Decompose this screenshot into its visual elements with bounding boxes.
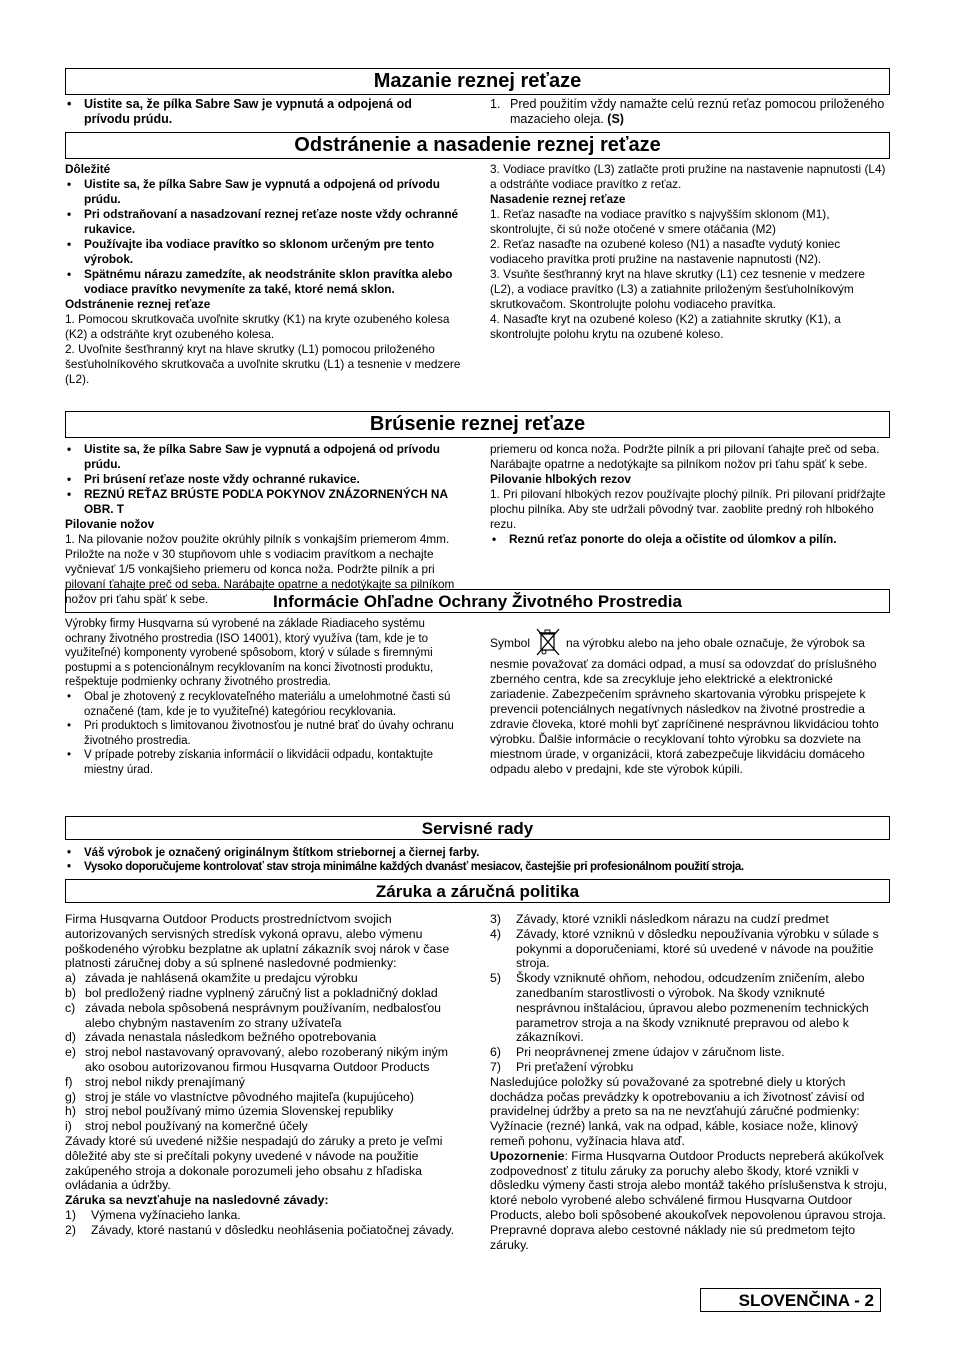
item-marker: i) bbox=[65, 1119, 72, 1134]
item-marker: e) bbox=[65, 1045, 76, 1060]
list-item: • Používajte iba vodiace pravítko so sklonom určeným pre tento výrobok. bbox=[65, 237, 465, 267]
removal-step: 2. Uvoľnite šesťhranný kryt na hlave skrutky (L1) pomocou priloženého šesťuholníkového skrutkovača a uvoľnite skrutku (L1) a tesnenie v medzere (L2). bbox=[65, 342, 461, 386]
subheading-fitting: Nasadenie reznej reťaze bbox=[490, 192, 626, 206]
item-marker: h) bbox=[65, 1104, 76, 1119]
page-footer-language: SLOVENČINA - 2 bbox=[700, 1288, 881, 1312]
fitting-step: 4. Nasaďte kryt na ozubené koleso (K2) a zatiahnite skrutky (K1), a skontrolujte polohu krytu na ozubené koleso. bbox=[490, 312, 841, 341]
item-marker: d) bbox=[65, 1030, 76, 1045]
list-item bbox=[65, 1104, 465, 1119]
knives-step: 1. Na pilovanie nožov použite okrúhly pilník s vonkajším priemerom 4mm. Priložte na nože v 30 stupňovom uhle s vodiacim pravítkom a nechajte vyčnievať 1/5 vonkajšieho priemeru od konca noža. Podržte pilník a pri pilovaní ťahajte preč od seba. Narábajte opatrne a nedotýkajte sa pilníkom nožov pri ťahu späť k sebe. bbox=[65, 532, 455, 606]
item-text: Škody vzniknuté ohňom, nehodou, odcudzením zničením, alebo zanedbaním starostlivosti o výrobok. Na škody vzniknuté nesprávnou inštaláciou, úpravou alebo pozmenením technických parametrov stroja a na škody vzniknuté prepravou od alebo k zákazníkovi. bbox=[516, 971, 869, 1045]
step-text: Pred použitím vždy namažte celú reznú reťaz pomocou priloženého mazacieho oleja. bbox=[510, 97, 885, 126]
item-marker: 4) bbox=[490, 926, 501, 941]
list-item bbox=[65, 1208, 465, 1223]
item-text: závada nenastala následkom bežného opotrebovania bbox=[85, 1030, 377, 1045]
step-number: 1. bbox=[490, 97, 501, 111]
list-item bbox=[65, 1223, 465, 1238]
warranty-right-column bbox=[490, 912, 890, 1252]
item-text: stroj nebol používaný mimo územia Slovenskej republiky bbox=[85, 1104, 394, 1119]
removal-left-column bbox=[65, 162, 465, 387]
list-item: • Uistite sa, že pílka Sabre Saw je vypnutá a odpojená od prívodu prúdu. bbox=[65, 442, 465, 472]
list-item bbox=[65, 1119, 465, 1134]
heading-service-tips: Servisné rady bbox=[65, 816, 890, 840]
weee-paragraph bbox=[490, 627, 890, 777]
list-item bbox=[490, 1045, 890, 1060]
notice-paragraph bbox=[490, 1149, 890, 1253]
service-list bbox=[65, 846, 895, 874]
item-text: bol predložený riadne vyplnený záručný list a pokladničný doklad bbox=[85, 985, 438, 1000]
important-label: Dôležité bbox=[65, 162, 111, 176]
list-item bbox=[65, 971, 465, 986]
list-item: • Uistite sa, že pílka Sabre Saw je vypnutá a odpojená od prívodu prúdu. bbox=[65, 177, 465, 207]
item-marker: 3) bbox=[490, 912, 501, 926]
list-item: • REZNÚ REŤAZ BRÚSTE PODĽA POKYNOV ZNÁZORNENÝCH NA OBR. T bbox=[65, 487, 465, 517]
heading-chain-lubrication: Mazanie reznej reťaze bbox=[65, 68, 890, 95]
fitting-step: 2. Reťaz nasaďte na ozubené koleso (N1) a nasaďte vydutý koniec vodiaceho pravítka proti pružine na nastavenie napnutosti (N2). bbox=[490, 237, 841, 266]
list-item: • Váš výrobok je označený originálnym štítkom striebornej a čiernej farby. bbox=[65, 846, 895, 860]
item-text: stroj je stále vo vlastníctve pôvodného majiteľa (kupujúceho) bbox=[85, 1089, 414, 1104]
warranty-note: Závady ktoré sú uvedené nižšie nespadajú do záruky a preto je veľmi dôležité aby ste si prečítali pokyny uvedené v návode na použitie zakúpeného stroja a dokonale porozumeli jeho obsahu z hľadiska ovládania a údržby. bbox=[65, 1133, 443, 1193]
environment-intro: Výrobky firmy Husqvarna sú vyrobené na základe Riadiaceho systému ochrany životného prostredia (ISO 14001), ktorý využíva (tam, kde je to využiteľné) komponenty vyrobené spôsobom, ktorý v súlade s firemnými postupmi a s potencionálnym recyklovaním na konci životnosti produktu, rešpektuje podmienky ochrany životného prostredia. bbox=[65, 618, 434, 689]
list-item: • Vysoko doporučujeme kontrolovať stav stroja minimálne každých dvanásť mesiacov, častejšie pri profesionálnom použití stroja. bbox=[65, 860, 895, 874]
list-item: • Pri odstraňovaní a nasadzovaní reznej reťaze noste vždy ochranné rukavice. bbox=[65, 207, 465, 237]
subheading-removal: Odstránenie reznej reťaze bbox=[65, 297, 211, 311]
sharpening-left-column bbox=[65, 442, 465, 606]
item-marker: g) bbox=[65, 1089, 76, 1104]
heading-chain-removal-fitting: Odstránenie a nasadenie reznej reťaze bbox=[65, 132, 890, 159]
exclusions-list bbox=[65, 1208, 465, 1238]
list-item: • V prípade potreby získania informácií o likvidácii odpadu, kontaktujte miestny úrad. bbox=[65, 748, 465, 777]
removal-step: 3. Vodiace pravítko (L3) zatlačte proti pružine na nastavenie napnutosti (L4) a odstráňte vodiace pravítko z reťaz. bbox=[490, 162, 886, 191]
item-marker: 1) bbox=[65, 1207, 76, 1222]
list-item bbox=[65, 1030, 465, 1045]
item-marker: a) bbox=[65, 971, 76, 986]
list-item bbox=[65, 986, 465, 1001]
item-marker: c) bbox=[65, 1000, 76, 1015]
exclusions-list-continued bbox=[490, 912, 890, 1075]
sharpening-right-column bbox=[490, 442, 890, 547]
lubrication-right-column bbox=[490, 97, 890, 127]
subheading-depth: Pilovanie hlbokých rezov bbox=[490, 472, 631, 486]
warranty-left-column bbox=[65, 912, 465, 1238]
removal-step: 1. Pomocou skrutkovača uvoľnite skrutky (K1) na kryte ozubeného kolesa (K2) a odstráňte kryt ozubeného kolesa. bbox=[65, 312, 450, 341]
knives-step-continued: priemeru od konca noža. Podržte pilník a pri pilovaní ťahajte preč od seba. Narábajte opatrne a nedotýkajte sa pilníkom nožov pri ťahu späť k sebe. bbox=[490, 442, 880, 471]
item-marker: 2) bbox=[65, 1222, 76, 1237]
item-text: Závady, ktoré vznikli následkom nárazu na cudzí predmet bbox=[516, 912, 829, 926]
list-item bbox=[65, 1001, 465, 1031]
item-marker: f) bbox=[65, 1074, 73, 1089]
removal-right-column bbox=[490, 162, 890, 342]
environment-right-column bbox=[490, 627, 890, 777]
fitting-step: 1. Reťaz nasaďte na vodiace pravítko s najvyšším sklonom (M1), skontrolujte, či sú nože otočené v smere otáčania (M2) bbox=[490, 207, 830, 236]
notice-label: Upozornenie bbox=[490, 1148, 565, 1163]
list-item bbox=[65, 1090, 465, 1105]
item-text: stroj nebol nastavovaný opravovaný, alebo rozoberaný nikým iným ako osobou autorizovanou firmou Husqvarna Outdoor Products bbox=[85, 1045, 448, 1074]
list-item: • Pri brúsení reťaze noste vždy ochranné rukavice. bbox=[65, 472, 465, 487]
crossed-out-wheelie-bin-icon bbox=[535, 627, 561, 657]
list-item bbox=[490, 971, 890, 1045]
weee-text: na výrobku alebo na jeho obale označuje, že výrobok sa nesmie považovať za domáci odpad, a musí sa odovzdať do príslušného zberného centra, kde sa zrecykluje jeho elektrické a elektronické zariadenie. Zabezpečením správneho skartovania výrobku prispejete k prevencii potenciálnych negatívnych následkov na životné prostredie a zdravie človeka, ktoré mohli byť zapríčinené nesprávnou likvidáciou tohto výrobku. Ďalšie informácie o recyklovaní tohto výrobku sa dozviete na miestnom úrade, v organizácii, ktorá zabezpečuje likvidáciu domáceho odpadu alebo v predajni, kde ste výrobok kúpili. bbox=[490, 636, 879, 776]
list-item bbox=[490, 927, 890, 971]
item-text: Pri preťažení výrobku bbox=[516, 1059, 634, 1074]
item-text: Výmena vyžínacieho lanka. bbox=[91, 1207, 241, 1222]
item-text: Pri neoprávnenej zmene údajov v záručnom liste. bbox=[516, 1045, 785, 1060]
ref-code: (S) bbox=[607, 112, 624, 126]
exclusions-heading: Záruka sa nevzťahuje na nasledovné závady: bbox=[65, 1193, 329, 1208]
notice-text: : Firma Husqvarna Outdoor Products nepreberá akúkoľvek zodpovednosť z titulu záruky za poruchy alebo škody, ktoré vznikli v dôsledku výmeny časti stroja alebo montáž takého príslušenstva k stroju, ktoré nebolo vyrobené alebo schválené firmou Husqvarna Outdoor Products, alebo boli spôsobené akoukoľvek nepovolenou úpravou stroja. Prepravné doprava alebo cestovné náklady nie sú predmetom tejto záruky. bbox=[490, 1148, 888, 1252]
wear-parts-text: Nasledujúce položky sú považované za spotrebné diely u ktorých dochádza počas prevádzky k opotrebovaniu a ich životnosť závisí od pravidelnej údržby a preto sa na ne nevzťahujú záručné podmienky: bbox=[490, 1074, 865, 1119]
list-item: • Pri produktoch s limitovanou životnosťou je nutné brať do úvahy ochranu životného prostredia. bbox=[65, 719, 465, 748]
list-item bbox=[490, 912, 890, 927]
list-item bbox=[65, 1045, 465, 1075]
depth-step: 1. Pri pilovaní hlbokých rezov používajte plochý pilník. Pri pilovaní pridŕžajte plochu pilníka. Aby ste udržali pôvodný tvar. zaoblite predný roh hlbokého rezu. bbox=[490, 487, 886, 531]
item-text: závada nebola spôsobená nesprávnym používaním, nedbalosťou alebo chybným nastavením zo strany užívateľa bbox=[85, 1000, 441, 1030]
heading-chain-sharpening: Brúsenie reznej reťaze bbox=[65, 411, 890, 438]
list-item bbox=[65, 1075, 465, 1090]
list-item bbox=[490, 1060, 890, 1075]
item-text: Závady, ktoré vzniknú v dôsledku nepoužívania výrobku v súlade s pokynmi a doporučeniami, ktoré sú uvedené v návode na použitie stroja. bbox=[516, 926, 879, 971]
list-item: • Spätnému nárazu zamedzíte, ak neodstránite sklon pravítka alebo vodiace pravítko nevymeníte za také, ktoré nemá sklon. bbox=[65, 267, 465, 297]
list-item: • Obal je zhotovený z recyklovateľného materiálu a umelohmotné časti sú označené (tam, kde je to využiteľné) kategóriou recyklovania. bbox=[65, 690, 465, 719]
item-text: Závady, ktoré nastanú v dôsledku neohlásenia počiatočnej závady. bbox=[91, 1222, 455, 1237]
item-marker: 6) bbox=[490, 1045, 501, 1060]
warranty-intro: Firma Husqvarna Outdoor Products prostredníctvom svojich autorizovaných servisných stredísk vykoná opravu, alebo výmenu poškodeného výrobku bezplatne ak uplatní zákazník svoj nárok v čase platnosti záručnej doby a sú splnené nasledovné podmienky: bbox=[65, 912, 450, 971]
heading-warranty: Záruka a záručná politika bbox=[65, 879, 890, 903]
item-marker: 7) bbox=[490, 1059, 501, 1074]
item-text: stroj nebol používaný na komerčné účely bbox=[85, 1119, 308, 1134]
fitting-step: 3. Vsuňte šesťhranný kryt na hlave skrutky (L1) cez tesnenie v medzere (L2), a vodiace pravítko (L3) a zatiahnite priloženým šesťuholníkovým skrutkovačom. Skontrolujte polohu vodiaceho pravítka. bbox=[490, 267, 865, 311]
item-text: stroj nebol nikdy prenajímaný bbox=[85, 1074, 245, 1089]
heading-environment: Informácie Ohľadne Ochrany Životného Prostredia bbox=[65, 589, 890, 613]
list-item: • Reznú reťaz ponorte do oleja a očistite od úlomkov a pilín. bbox=[490, 532, 890, 547]
environment-left-column bbox=[65, 617, 465, 778]
list-item bbox=[490, 97, 890, 127]
lubrication-left-column bbox=[65, 97, 445, 127]
symbol-word: Symbol bbox=[490, 636, 531, 650]
conditions-list bbox=[65, 971, 465, 1134]
list-item: • Uistite sa, že pílka Sabre Saw je vypnutá a odpojená od prívodu prúdu. bbox=[65, 97, 445, 127]
wear-parts-list: Vyžínacie (rezné) lanká, vak na odpad, káble, kosiace nože, klinový remeň pohonu, vyžínacia hlava atď. bbox=[490, 1119, 858, 1148]
item-text: závada je nahlásená okamžite u predajcu výrobku bbox=[85, 971, 358, 986]
item-marker: 5) bbox=[490, 971, 501, 986]
subheading-knives: Pilovanie nožov bbox=[65, 517, 155, 531]
item-marker: b) bbox=[65, 985, 76, 1000]
